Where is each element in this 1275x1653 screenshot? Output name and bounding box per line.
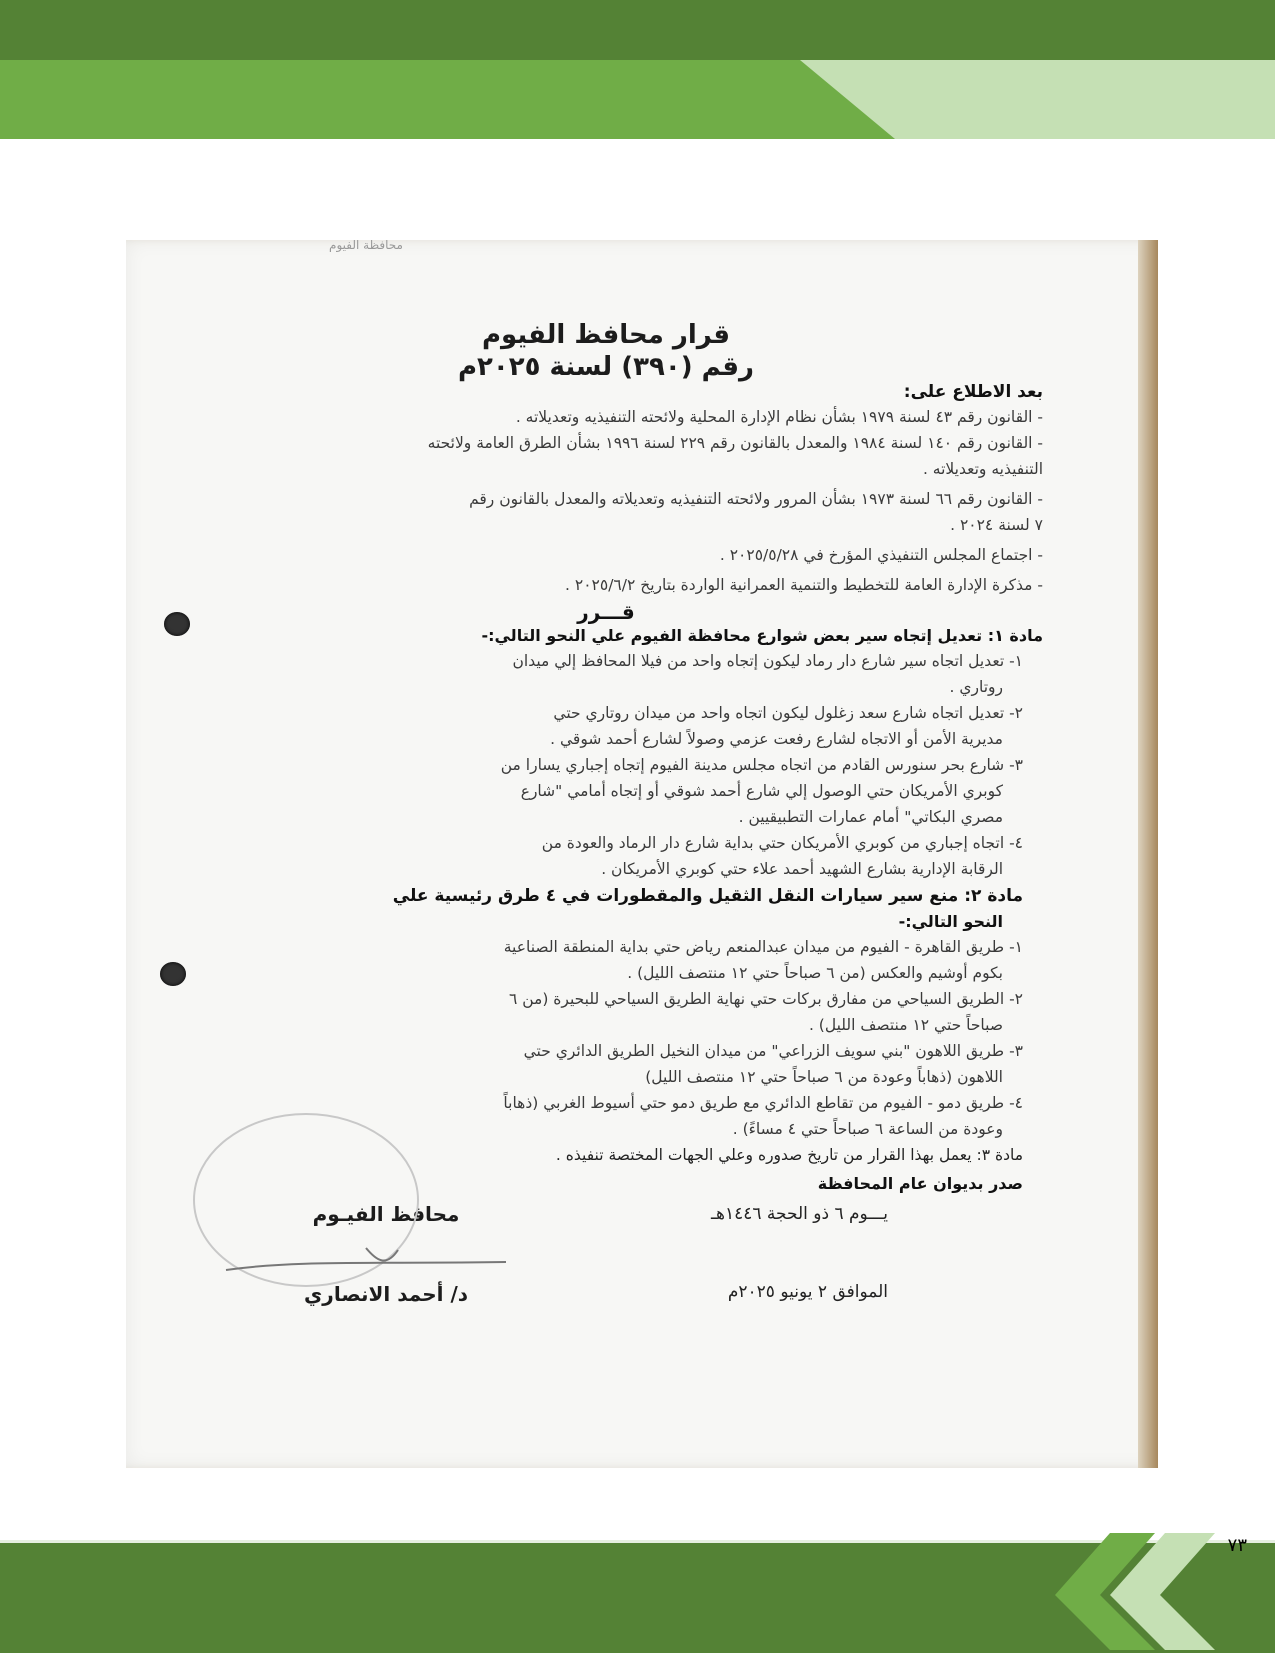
article-2-line: ٣- طريق اللاهون "بني سويف الزراعي" من ميدان النخيل الطريق الدائري حتي <box>523 1042 1023 1060</box>
review-item: - مذكرة الإدارة العامة للتخطيط والتنمية العمرانية الواردة بتاريخ ٢٠٢٥/٦/٢ . <box>565 576 1043 594</box>
review-item: - اجتماع المجلس التنفيذي المؤرخ في ٢٠٢٥/٥/٢٨ . <box>719 546 1043 564</box>
article-2-line: صباحاً حتي ١٢ منتصف الليل) . <box>808 1016 1003 1034</box>
decree-title: قرار محافظ الفيوم <box>481 320 730 350</box>
punch-hole <box>164 612 190 636</box>
article-2-line: وعودة من الساعة ٦ صباحاً حتي ٤ مساءً) . <box>732 1120 1003 1138</box>
gregorian-date: الموافق ٢ يونيو ٢٠٢٥م <box>727 1282 888 1302</box>
faint-header: محافظة الفيوم <box>329 238 403 252</box>
article-2-line: ١- طريق القاهرة - الفيوم من ميدان عبدالمنعم رياض حتي بداية المنطقة الصناعية <box>503 938 1023 956</box>
article-1-line: مديرية الأمن أو الاتجاه لشارع رفعت عزمي وصولاً لشارع أحمد شوقي . <box>550 730 1003 748</box>
article-2-line: اللاهون (ذهاباً وعودة من ٦ صباحاً حتي ١٢ منتصف الليل) <box>645 1068 1003 1086</box>
review-item: ٧ لسنة ٢٠٢٤ . <box>950 516 1043 534</box>
after-review-heading: بعد الاطلاع على: <box>903 382 1043 402</box>
signatory-title: محافظ الفيـوم <box>312 1202 460 1226</box>
page-number: ٧٣ <box>1227 1535 1247 1556</box>
header-light-wedge <box>0 60 1275 139</box>
decree-number: رقم (٣٩٠) لسنة ٢٠٢٥م <box>457 352 755 382</box>
scanned-document <box>126 240 1158 1468</box>
article-1-line: ٢- تعديل اتجاه شارع سعد زغلول ليكون اتجاه واحد من ميدان روتاري حتي <box>553 704 1023 722</box>
article-2-line: ٤- طريق دمو - الفيوم من تقاطع الدائري مع طريق دمو حتي أسيوط الغربي (ذهاباً <box>503 1094 1023 1112</box>
issued-at: صدر بديوان عام المحافظة <box>817 1174 1023 1193</box>
review-item: - القانون رقم ١٤٠ لسنة ١٩٨٤ والمعدل بالقانون رقم ٢٢٩ لسنة ١٩٩٦ بشأن الطرق العامة ولائحته <box>427 434 1043 452</box>
punch-hole <box>160 962 186 986</box>
scan-paper-edge <box>1138 240 1158 1468</box>
article-1-line: الرقابة الإدارية بشارع الشهيد أحمد علاء حتي كوبري الأمريكان . <box>601 860 1003 878</box>
signature-stroke <box>216 1240 516 1280</box>
article-2-heading-cont: النحو التالي:- <box>898 912 1003 931</box>
article-1-line: ٣- شارع بحر سنورس القادم من اتجاه مجلس مدينة الفيوم إتجاه إجباري يسارا من <box>500 756 1023 774</box>
review-item: - القانون رقم ٦٦ لسنة ١٩٧٣ بشأن المرور ولائحته التنفيذيه وتعديلاته والمعدل بالقانون رقم <box>469 490 1043 508</box>
review-item: التنفيذيه وتعديلاته . <box>922 460 1043 478</box>
article-1-line: كوبري الأمريكان حتي الوصول إلي شارع أحمد شوقي أو إتجاه أمامي "شارع <box>520 782 1003 800</box>
decision-heading: قـــرر <box>577 600 635 624</box>
article-1-line: ٤- اتجاه إجباري من كوبري الأمريكان حتي بداية شارع دار الرماد والعودة من <box>541 834 1023 852</box>
hijri-date: يـــوم ٦ ذو الحجة ١٤٤٦هـ <box>711 1204 888 1224</box>
article-1-line: ١- تعديل اتجاه سير شارع دار رماد ليكون إتجاه واحد من فيلا المحافظ إلي ميدان <box>512 652 1023 670</box>
header-dark-band <box>0 0 1275 63</box>
signatory-name: د/ أحمد الانصاري <box>303 1282 469 1306</box>
article-2-heading: مادة ٢: منع سير سيارات النقل الثقيل والمقطورات في ٤ طرق رئيسية علي <box>392 886 1023 906</box>
article-2-line: ٢- الطريق السياحي من مفارق بركات حتي نهاية الطريق السياحي للبحيرة (من ٦ <box>508 990 1023 1008</box>
article-1-heading: مادة ١: تعديل إتجاه سير بعض شوارع محافظة الفيوم علي النحو التالي:- <box>481 626 1043 645</box>
article-1-line: مصري البكاتي" أمام عمارات التطبيقيين . <box>738 808 1003 826</box>
review-item: - القانون رقم ٤٣ لسنة ١٩٧٩ بشأن نظام الإدارة المحلية ولائحته التنفيذيه وتعديلاته . <box>515 408 1043 426</box>
article-3: مادة ٣: يعمل بهذا القرار من تاريخ صدوره وعلي الجهات المختصة تنفيذه . <box>555 1146 1023 1164</box>
article-1-line: روتاري . <box>949 678 1003 696</box>
article-2-line: بكوم أوشيم والعكس (من ٦ صباحاً حتي ١٢ منتصف الليل) . <box>627 964 1003 982</box>
